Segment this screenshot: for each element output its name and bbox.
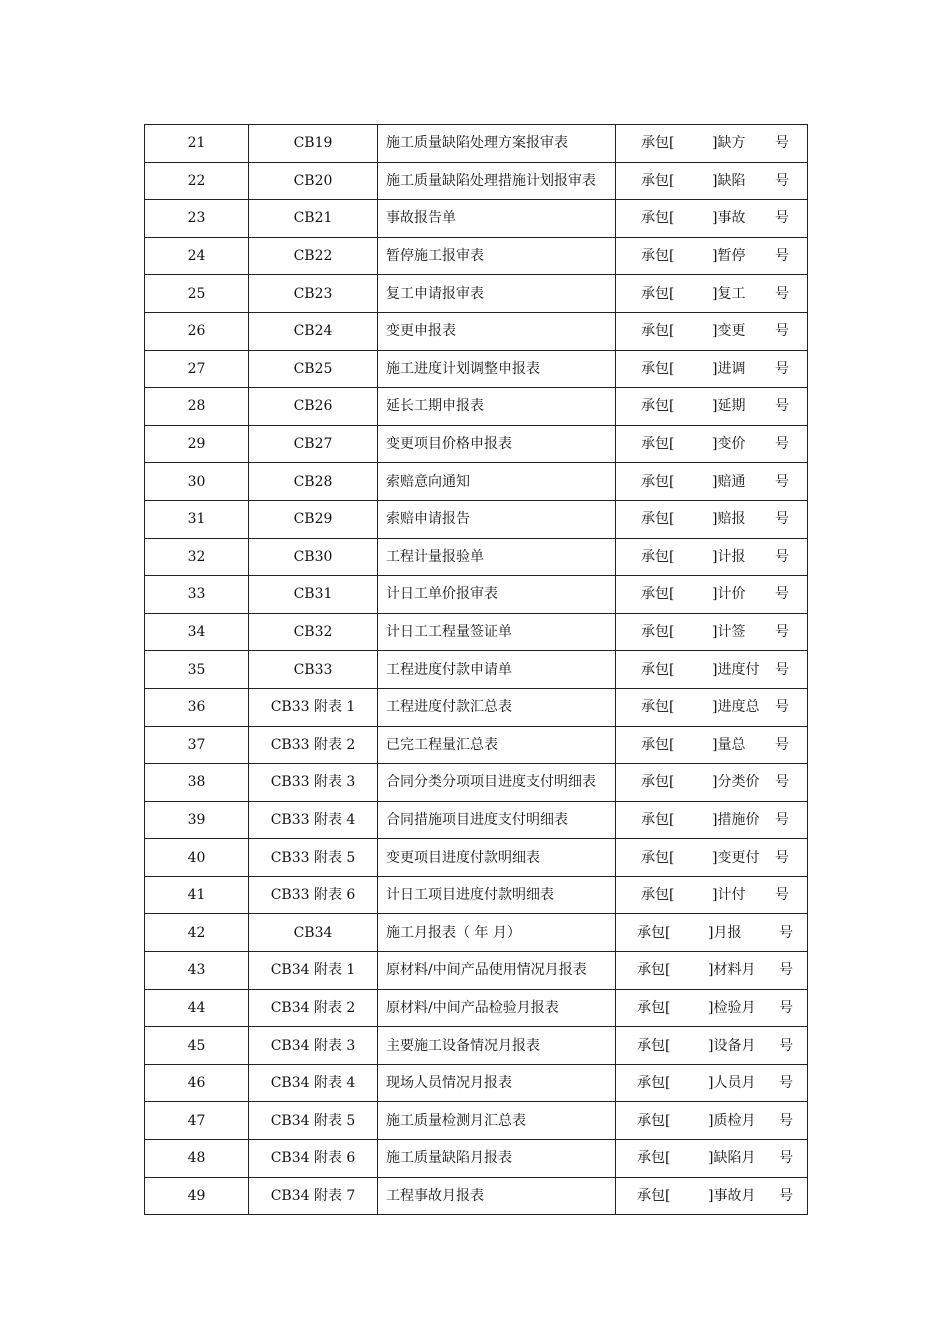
form-code-cell: CB23 bbox=[249, 275, 378, 313]
form-name-cell: 计日工项目进度付款明细表 bbox=[378, 876, 616, 914]
row-number-cell: 46 bbox=[145, 1064, 249, 1102]
doc-number-suffix: 号 bbox=[779, 1037, 793, 1054]
document-number-cell bbox=[616, 237, 808, 275]
form-name-cell: 合同分类分项项目进度支付明细表 bbox=[378, 764, 616, 802]
doc-number-prefix: 承包[ bbox=[641, 849, 675, 866]
form-name-cell: 合同措施项目进度支付明细表 bbox=[378, 801, 616, 839]
form-name-cell: 施工质量缺陷处理方案报审表 bbox=[378, 125, 616, 163]
form-name-cell: 工程进度付款汇总表 bbox=[378, 688, 616, 726]
table-row bbox=[145, 651, 808, 689]
form-code-cell: CB33 bbox=[249, 651, 378, 689]
doc-number-suffix: 号 bbox=[775, 548, 789, 565]
doc-number-prefix: 承包[ bbox=[641, 398, 675, 415]
document-number-cell bbox=[616, 764, 808, 802]
doc-number-suffix: 号 bbox=[779, 924, 793, 941]
doc-number-prefix: 承包[ bbox=[641, 248, 675, 265]
doc-number-abbreviation: ]赔报 bbox=[712, 511, 746, 528]
doc-number-suffix: 号 bbox=[775, 811, 789, 828]
document-number-cell bbox=[616, 388, 808, 426]
form-code-cell: CB33 附表 2 bbox=[249, 726, 378, 764]
document-number-cell bbox=[616, 463, 808, 501]
doc-number-prefix: 承包[ bbox=[641, 436, 675, 453]
form-name-cell: 变更申报表 bbox=[378, 312, 616, 350]
form-name-cell: 计日工工程量签证单 bbox=[378, 613, 616, 651]
doc-number-abbreviation: ]事故月 bbox=[708, 1187, 756, 1204]
form-code-cell: CB27 bbox=[249, 425, 378, 463]
doc-number-abbreviation: ]分类价 bbox=[712, 774, 760, 791]
document-number-cell bbox=[616, 651, 808, 689]
doc-number-suffix: 号 bbox=[775, 398, 789, 415]
row-number-cell: 26 bbox=[145, 312, 249, 350]
form-code-cell: CB28 bbox=[249, 463, 378, 501]
form-name-cell: 原材料/中间产品检验月报表 bbox=[378, 989, 616, 1027]
doc-number-prefix: 承包[ bbox=[641, 511, 675, 528]
form-list-table bbox=[144, 124, 808, 1215]
doc-number-suffix: 号 bbox=[775, 624, 789, 641]
doc-number-suffix: 号 bbox=[775, 323, 789, 340]
doc-number-abbreviation: ]缺陷 bbox=[712, 172, 746, 189]
document-number-cell bbox=[616, 500, 808, 538]
document-number-cell bbox=[616, 1027, 808, 1065]
doc-number-suffix: 号 bbox=[779, 962, 793, 979]
doc-number-prefix: 承包[ bbox=[641, 135, 675, 152]
form-code-cell: CB34 附表 4 bbox=[249, 1064, 378, 1102]
form-name-cell: 原材料/中间产品使用情况月报表 bbox=[378, 952, 616, 990]
doc-number-abbreviation: ]暂停 bbox=[712, 248, 746, 265]
doc-number-abbreviation: ]计付 bbox=[712, 887, 746, 904]
doc-number-prefix: 承包[ bbox=[641, 473, 675, 490]
doc-number-prefix: 承包[ bbox=[637, 1112, 671, 1129]
doc-number-suffix: 号 bbox=[779, 1187, 793, 1204]
form-code-cell: CB24 bbox=[249, 312, 378, 350]
doc-number-abbreviation: ]缺陷月 bbox=[708, 1150, 756, 1167]
table-row bbox=[145, 952, 808, 990]
doc-number-suffix: 号 bbox=[775, 699, 789, 716]
doc-number-prefix: 承包[ bbox=[641, 172, 675, 189]
doc-number-abbreviation: ]量总 bbox=[712, 736, 746, 753]
table-row bbox=[145, 876, 808, 914]
table-row bbox=[145, 914, 808, 952]
table-row bbox=[145, 538, 808, 576]
row-number-cell: 21 bbox=[145, 125, 249, 163]
form-name-cell: 已完工程量汇总表 bbox=[378, 726, 616, 764]
document-number-cell bbox=[616, 952, 808, 990]
row-number-cell: 43 bbox=[145, 952, 249, 990]
doc-number-suffix: 号 bbox=[779, 1112, 793, 1129]
document-number-cell bbox=[616, 312, 808, 350]
doc-number-abbreviation: ]赔通 bbox=[712, 473, 746, 490]
doc-number-prefix: 承包[ bbox=[637, 1150, 671, 1167]
doc-number-abbreviation: ]缺方 bbox=[712, 135, 746, 152]
row-number-cell: 47 bbox=[145, 1102, 249, 1140]
form-code-cell: CB19 bbox=[249, 125, 378, 163]
table-row bbox=[145, 613, 808, 651]
doc-number-abbreviation: ]计价 bbox=[712, 586, 746, 603]
doc-number-prefix: 承包[ bbox=[641, 661, 675, 678]
form-name-cell: 施工质量缺陷月报表 bbox=[378, 1140, 616, 1178]
document-number-cell bbox=[616, 1064, 808, 1102]
doc-number-prefix: 承包[ bbox=[637, 1187, 671, 1204]
doc-number-abbreviation: ]设备月 bbox=[708, 1037, 756, 1054]
doc-number-prefix: 承包[ bbox=[641, 811, 675, 828]
doc-number-suffix: 号 bbox=[775, 887, 789, 904]
document-number-cell bbox=[616, 350, 808, 388]
doc-number-abbreviation: ]事故 bbox=[712, 210, 746, 227]
doc-number-suffix: 号 bbox=[779, 1075, 793, 1092]
row-number-cell: 40 bbox=[145, 839, 249, 877]
doc-number-abbreviation: ]复工 bbox=[712, 285, 746, 302]
row-number-cell: 23 bbox=[145, 200, 249, 238]
doc-number-abbreviation: ]变更 bbox=[712, 323, 746, 340]
doc-number-suffix: 号 bbox=[775, 436, 789, 453]
form-code-cell: CB33 附表 6 bbox=[249, 876, 378, 914]
form-code-cell: CB33 附表 5 bbox=[249, 839, 378, 877]
doc-number-suffix: 号 bbox=[775, 586, 789, 603]
doc-number-abbreviation: ]进度付 bbox=[712, 661, 760, 678]
table-row bbox=[145, 1064, 808, 1102]
document-number-cell bbox=[616, 162, 808, 200]
doc-number-suffix: 号 bbox=[775, 736, 789, 753]
doc-number-prefix: 承包[ bbox=[641, 887, 675, 904]
form-code-cell: CB34 附表 7 bbox=[249, 1177, 378, 1215]
row-number-cell: 49 bbox=[145, 1177, 249, 1215]
doc-number-abbreviation: ]延期 bbox=[712, 398, 746, 415]
table-row bbox=[145, 726, 808, 764]
doc-number-prefix: 承包[ bbox=[641, 548, 675, 565]
doc-number-prefix: 承包[ bbox=[641, 360, 675, 377]
form-name-cell: 施工质量检测月汇总表 bbox=[378, 1102, 616, 1140]
doc-number-prefix: 承包[ bbox=[637, 962, 671, 979]
row-number-cell: 24 bbox=[145, 237, 249, 275]
form-code-cell: CB30 bbox=[249, 538, 378, 576]
form-name-cell: 工程事故月报表 bbox=[378, 1177, 616, 1215]
doc-number-prefix: 承包[ bbox=[641, 624, 675, 641]
row-number-cell: 29 bbox=[145, 425, 249, 463]
form-code-cell: CB32 bbox=[249, 613, 378, 651]
doc-number-prefix: 承包[ bbox=[641, 210, 675, 227]
form-name-cell: 延长工期申报表 bbox=[378, 388, 616, 426]
form-code-cell: CB33 附表 3 bbox=[249, 764, 378, 802]
doc-number-abbreviation: ]检验月 bbox=[708, 999, 756, 1016]
table-row bbox=[145, 801, 808, 839]
table-row bbox=[145, 200, 808, 238]
table-row bbox=[145, 839, 808, 877]
doc-number-suffix: 号 bbox=[775, 849, 789, 866]
doc-number-prefix: 承包[ bbox=[641, 586, 675, 603]
document-number-cell bbox=[616, 425, 808, 463]
document-number-cell bbox=[616, 1140, 808, 1178]
table-row bbox=[145, 125, 808, 163]
doc-number-suffix: 号 bbox=[775, 248, 789, 265]
form-name-cell: 索赔申请报告 bbox=[378, 500, 616, 538]
doc-number-suffix: 号 bbox=[779, 1150, 793, 1167]
row-number-cell: 25 bbox=[145, 275, 249, 313]
doc-number-abbreviation: ]措施价 bbox=[712, 811, 760, 828]
form-name-cell: 工程进度付款申请单 bbox=[378, 651, 616, 689]
document-number-cell bbox=[616, 538, 808, 576]
form-name-cell: 现场人员情况月报表 bbox=[378, 1064, 616, 1102]
form-code-cell: CB22 bbox=[249, 237, 378, 275]
document-number-cell bbox=[616, 275, 808, 313]
row-number-cell: 31 bbox=[145, 500, 249, 538]
form-name-cell: 施工进度计划调整申报表 bbox=[378, 350, 616, 388]
doc-number-prefix: 承包[ bbox=[641, 774, 675, 791]
doc-number-suffix: 号 bbox=[775, 774, 789, 791]
document-number-cell bbox=[616, 613, 808, 651]
form-code-cell: CB29 bbox=[249, 500, 378, 538]
table-row bbox=[145, 237, 808, 275]
form-code-cell: CB31 bbox=[249, 576, 378, 614]
row-number-cell: 34 bbox=[145, 613, 249, 651]
doc-number-suffix: 号 bbox=[775, 473, 789, 490]
doc-number-suffix: 号 bbox=[775, 172, 789, 189]
form-code-cell: CB34 附表 6 bbox=[249, 1140, 378, 1178]
row-number-cell: 32 bbox=[145, 538, 249, 576]
table-row bbox=[145, 312, 808, 350]
doc-number-abbreviation: ]计报 bbox=[712, 548, 746, 565]
doc-number-abbreviation: ]变更付 bbox=[712, 849, 760, 866]
form-name-cell: 暂停施工报审表 bbox=[378, 237, 616, 275]
table-row bbox=[145, 764, 808, 802]
document-number-cell bbox=[616, 726, 808, 764]
doc-number-prefix: 承包[ bbox=[637, 1037, 671, 1054]
form-name-cell: 主要施工设备情况月报表 bbox=[378, 1027, 616, 1065]
form-code-cell: CB34 附表 2 bbox=[249, 989, 378, 1027]
doc-number-suffix: 号 bbox=[775, 135, 789, 152]
doc-number-prefix: 承包[ bbox=[641, 699, 675, 716]
document-number-cell bbox=[616, 876, 808, 914]
document-number-cell bbox=[616, 801, 808, 839]
row-number-cell: 22 bbox=[145, 162, 249, 200]
row-number-cell: 35 bbox=[145, 651, 249, 689]
doc-number-prefix: 承包[ bbox=[637, 1075, 671, 1092]
table-row bbox=[145, 688, 808, 726]
doc-number-prefix: 承包[ bbox=[637, 999, 671, 1016]
table-row bbox=[145, 500, 808, 538]
form-code-cell: CB20 bbox=[249, 162, 378, 200]
form-name-cell: 变更项目价格申报表 bbox=[378, 425, 616, 463]
row-number-cell: 30 bbox=[145, 463, 249, 501]
row-number-cell: 48 bbox=[145, 1140, 249, 1178]
row-number-cell: 38 bbox=[145, 764, 249, 802]
doc-number-abbreviation: ]进调 bbox=[712, 360, 746, 377]
row-number-cell: 45 bbox=[145, 1027, 249, 1065]
document-number-cell bbox=[616, 200, 808, 238]
row-number-cell: 39 bbox=[145, 801, 249, 839]
doc-number-abbreviation: ]月报 bbox=[708, 924, 742, 941]
form-name-cell: 复工申请报审表 bbox=[378, 275, 616, 313]
doc-number-abbreviation: ]进度总 bbox=[712, 699, 760, 716]
form-code-cell: CB34 附表 5 bbox=[249, 1102, 378, 1140]
form-name-cell: 工程计量报验单 bbox=[378, 538, 616, 576]
form-name-cell: 施工质量缺陷处理措施计划报审表 bbox=[378, 162, 616, 200]
table-row bbox=[145, 989, 808, 1027]
document-number-cell bbox=[616, 1102, 808, 1140]
doc-number-suffix: 号 bbox=[775, 210, 789, 227]
doc-number-suffix: 号 bbox=[775, 511, 789, 528]
document-number-cell bbox=[616, 576, 808, 614]
form-name-cell: 施工月报表（ 年 月） bbox=[378, 914, 616, 952]
table-row bbox=[145, 1102, 808, 1140]
form-code-cell: CB21 bbox=[249, 200, 378, 238]
row-number-cell: 27 bbox=[145, 350, 249, 388]
row-number-cell: 28 bbox=[145, 388, 249, 426]
form-code-cell: CB34 bbox=[249, 914, 378, 952]
doc-number-suffix: 号 bbox=[775, 360, 789, 377]
doc-number-prefix: 承包[ bbox=[641, 285, 675, 302]
form-name-cell: 索赔意向通知 bbox=[378, 463, 616, 501]
table-row bbox=[145, 576, 808, 614]
document-number-cell bbox=[616, 914, 808, 952]
form-name-cell: 变更项目进度付款明细表 bbox=[378, 839, 616, 877]
doc-number-abbreviation: ]变价 bbox=[712, 436, 746, 453]
table-row bbox=[145, 275, 808, 313]
document-number-cell bbox=[616, 688, 808, 726]
table-row bbox=[145, 463, 808, 501]
document-number-cell bbox=[616, 839, 808, 877]
row-number-cell: 33 bbox=[145, 576, 249, 614]
row-number-cell: 41 bbox=[145, 876, 249, 914]
form-code-cell: CB33 附表 1 bbox=[249, 688, 378, 726]
form-code-cell: CB26 bbox=[249, 388, 378, 426]
table-row bbox=[145, 425, 808, 463]
doc-number-abbreviation: ]材料月 bbox=[708, 962, 756, 979]
doc-number-suffix: 号 bbox=[779, 999, 793, 1016]
doc-number-suffix: 号 bbox=[775, 661, 789, 678]
form-name-cell: 事故报告单 bbox=[378, 200, 616, 238]
table-row bbox=[145, 1027, 808, 1065]
doc-number-prefix: 承包[ bbox=[641, 323, 675, 340]
doc-number-abbreviation: ]人员月 bbox=[708, 1075, 756, 1092]
table-row bbox=[145, 350, 808, 388]
table-row bbox=[145, 1140, 808, 1178]
row-number-cell: 42 bbox=[145, 914, 249, 952]
form-code-cell: CB33 附表 4 bbox=[249, 801, 378, 839]
document-number-cell bbox=[616, 989, 808, 1027]
form-code-cell: CB34 附表 1 bbox=[249, 952, 378, 990]
form-code-cell: CB25 bbox=[249, 350, 378, 388]
row-number-cell: 44 bbox=[145, 989, 249, 1027]
table-body bbox=[145, 125, 808, 1215]
document-number-cell bbox=[616, 1177, 808, 1215]
doc-number-suffix: 号 bbox=[775, 285, 789, 302]
table-row bbox=[145, 388, 808, 426]
row-number-cell: 37 bbox=[145, 726, 249, 764]
form-list-page bbox=[144, 124, 807, 1215]
form-name-cell: 计日工单价报审表 bbox=[378, 576, 616, 614]
form-code-cell: CB34 附表 3 bbox=[249, 1027, 378, 1065]
table-row bbox=[145, 162, 808, 200]
doc-number-abbreviation: ]计签 bbox=[712, 624, 746, 641]
doc-number-abbreviation: ]质检月 bbox=[708, 1112, 756, 1129]
doc-number-prefix: 承包[ bbox=[637, 924, 671, 941]
table-row bbox=[145, 1177, 808, 1215]
document-number-cell bbox=[616, 125, 808, 163]
row-number-cell: 36 bbox=[145, 688, 249, 726]
doc-number-prefix: 承包[ bbox=[641, 736, 675, 753]
